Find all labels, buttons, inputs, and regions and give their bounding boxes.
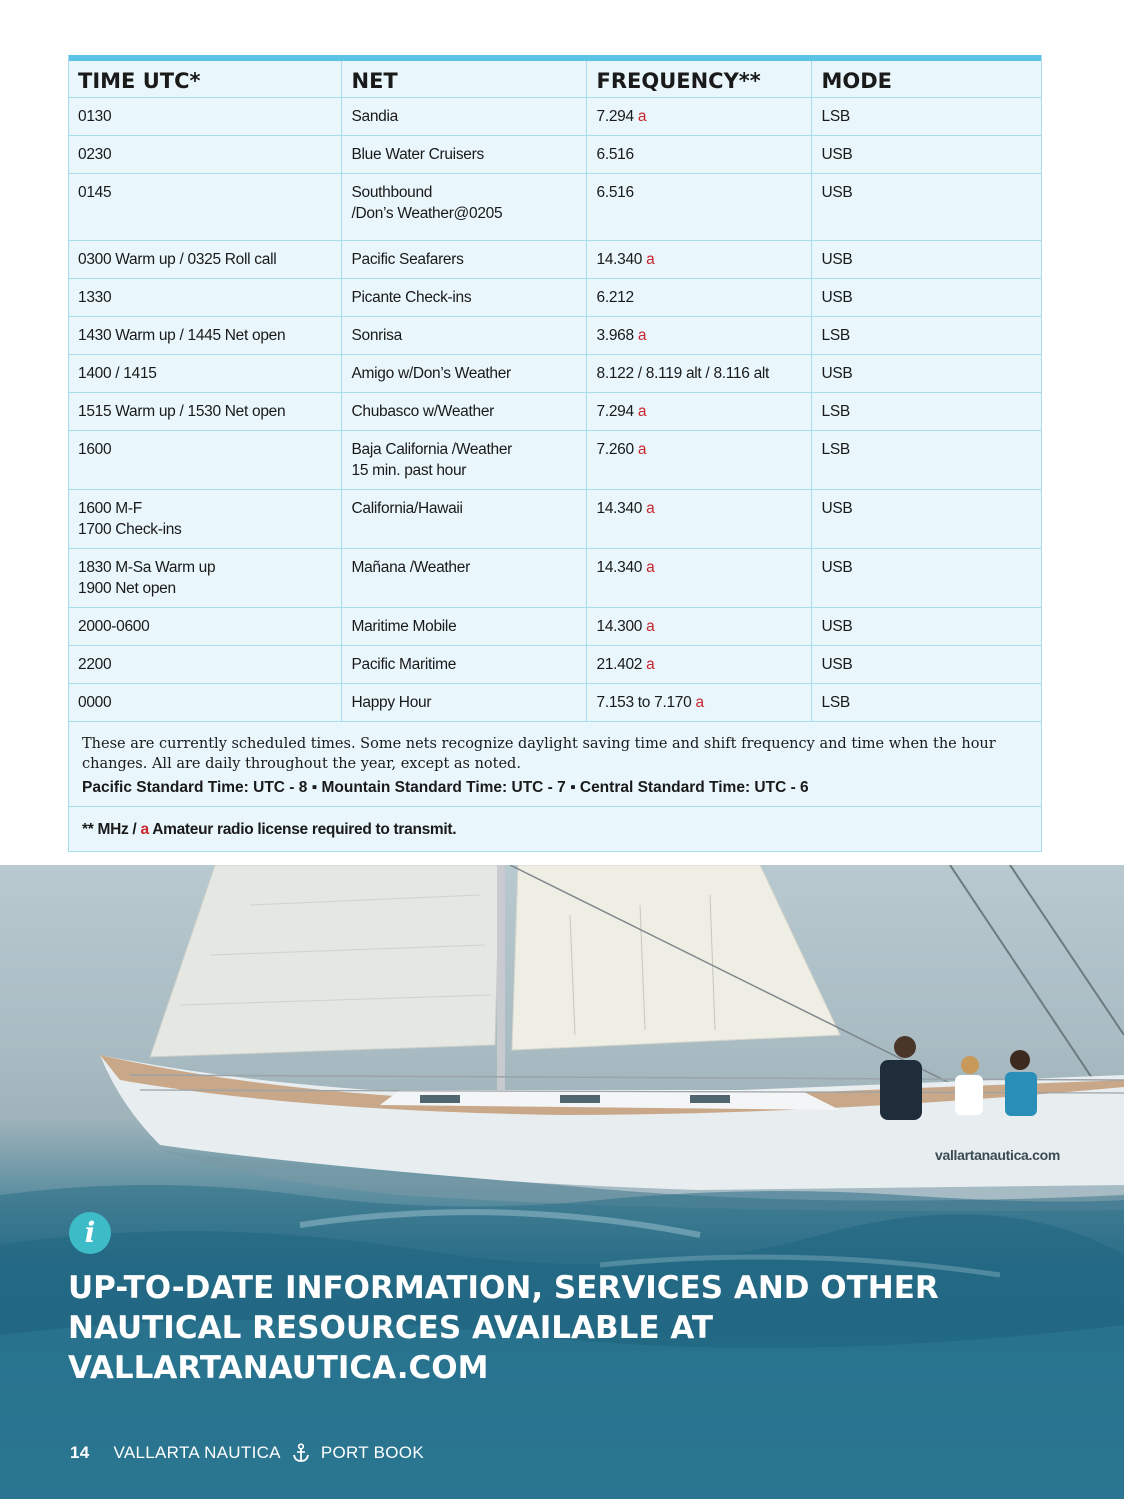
- header-time-utc: TIME UTC*: [68, 61, 341, 98]
- table-row: [68, 490, 1042, 549]
- time-line: 0230: [78, 146, 112, 163]
- cell-frequency: [586, 393, 811, 431]
- table-row: [68, 684, 1042, 722]
- legend-row: [68, 807, 1042, 853]
- net-line: Southbound: [351, 184, 433, 201]
- cell-time-utc: [68, 241, 341, 279]
- legend-prefix: ** MHz /: [82, 821, 141, 838]
- headline-line-3: VALLARTANAUTICA.COM: [68, 1350, 489, 1386]
- cell-mode: LSB: [811, 684, 1042, 722]
- cell-time-utc: [68, 174, 341, 241]
- cell-net: [341, 136, 586, 174]
- cell-time-utc: [68, 393, 341, 431]
- cell-frequency: [586, 549, 811, 608]
- cell-frequency: [586, 646, 811, 684]
- amateur-license-mark: a: [695, 694, 704, 711]
- table-row: [68, 317, 1042, 355]
- cell-mode: USB: [811, 174, 1042, 241]
- cell-mode: LSB: [811, 317, 1042, 355]
- net-line: Blue Water Cruisers: [351, 146, 484, 163]
- time-line: 1700 Check-ins: [78, 521, 182, 538]
- sailboat-photo: [0, 865, 1124, 1499]
- cell-time-utc: [68, 431, 341, 490]
- frequency-value: 6.516: [596, 146, 634, 163]
- headline-line-1: UP-TO-DATE INFORMATION, SERVICES AND OTHER: [68, 1270, 939, 1306]
- cell-time-utc: [68, 490, 341, 549]
- cell-mode: USB: [811, 646, 1042, 684]
- time-line: 0300 Warm up / 0325 Roll call: [78, 251, 277, 268]
- amateur-license-mark: a: [646, 559, 655, 576]
- cell-frequency: [586, 136, 811, 174]
- net-line: Pacific Maritime: [351, 656, 457, 673]
- cell-time-utc: [68, 279, 341, 317]
- headline-line-2: NAUTICAL RESOURCES AVAILABLE AT: [68, 1310, 714, 1346]
- amateur-license-mark: a: [637, 403, 647, 420]
- time-line: 1515 Warm up / 1530 Net open: [78, 403, 286, 420]
- time-line: 1600: [78, 441, 112, 458]
- cell-frequency: [586, 279, 811, 317]
- cell-frequency: [586, 174, 811, 241]
- cell-mode: USB: [811, 549, 1042, 608]
- cell-frequency: [586, 355, 811, 393]
- cell-mode: LSB: [811, 431, 1042, 490]
- cell-net: [341, 490, 586, 549]
- net-line: Pacific Seafarers: [351, 251, 464, 268]
- table-row: [68, 174, 1042, 241]
- amateur-license-mark: a: [646, 656, 655, 673]
- legend-amateur-mark: a: [140, 821, 149, 838]
- time-line: 0000: [78, 694, 112, 711]
- frequency-legend: [68, 807, 1042, 853]
- cell-net: [341, 241, 586, 279]
- cell-time-utc: [68, 608, 341, 646]
- time-line: 1330: [78, 289, 112, 306]
- table-row: [68, 646, 1042, 684]
- frequency-value: 7.153 to 7.170: [596, 694, 692, 711]
- header-net: NET: [341, 61, 586, 98]
- amateur-license-mark: a: [646, 618, 655, 635]
- cell-frequency: [586, 490, 811, 549]
- cell-net: [341, 684, 586, 722]
- cell-time-utc: [68, 98, 341, 136]
- amateur-license-mark: a: [637, 108, 647, 125]
- net-line: Happy Hour: [351, 694, 432, 711]
- cell-net: [341, 393, 586, 431]
- cell-time-utc: [68, 549, 341, 608]
- cell-frequency: [586, 684, 811, 722]
- time-line: 1830 M-Sa Warm up: [78, 559, 216, 576]
- frequency-value: 7.294: [596, 403, 634, 420]
- time-line: 0145: [78, 184, 112, 201]
- net-line: Mañana /Weather: [351, 559, 470, 576]
- table-row: [68, 549, 1042, 608]
- cell-mode: USB: [811, 608, 1042, 646]
- header-frequency: FREQUENCY**: [586, 61, 811, 98]
- frequency-value: 7.294: [596, 108, 634, 125]
- frequency-value: 21.402: [596, 656, 643, 673]
- cell-net: [341, 646, 586, 684]
- frequency-value: 14.300: [596, 618, 643, 635]
- time-zones-text: Pacific Standard Time: UTC - 8 ▪ Mountain Standard Time: UTC - 7 ▪ Central Standard Time: UTC - 6: [82, 779, 809, 796]
- time-line: 2000-0600: [78, 618, 150, 635]
- net-line: California/Hawaii: [351, 500, 463, 517]
- cell-frequency: [586, 317, 811, 355]
- table-row: [68, 98, 1042, 136]
- table-row: [68, 393, 1042, 431]
- cell-mode: USB: [811, 279, 1042, 317]
- cell-net: [341, 174, 586, 241]
- cell-net: [341, 431, 586, 490]
- publication-name: VALLARTA NAUTICA: [113, 1443, 281, 1462]
- time-line: 0130: [78, 108, 112, 125]
- cell-mode: LSB: [811, 98, 1042, 136]
- table-row: [68, 608, 1042, 646]
- section-name: PORT BOOK: [320, 1443, 424, 1462]
- net-line: Sandia: [351, 108, 398, 125]
- cell-mode: USB: [811, 136, 1042, 174]
- note-row: [68, 722, 1042, 807]
- page-footer: [70, 1443, 424, 1463]
- time-line: 1430 Warm up / 1445 Net open: [78, 327, 286, 344]
- amateur-license-mark: a: [646, 251, 655, 268]
- amateur-license-mark: a: [637, 441, 647, 458]
- net-line: Sonrisa: [351, 327, 402, 344]
- table-row: [68, 136, 1042, 174]
- cell-frequency: [586, 608, 811, 646]
- cell-mode: USB: [811, 355, 1042, 393]
- cell-time-utc: [68, 646, 341, 684]
- cell-frequency: [586, 431, 811, 490]
- table-row: [68, 355, 1042, 393]
- sailboat-illustration: [0, 865, 1124, 1499]
- frequency-value: 14.340: [596, 559, 643, 576]
- cell-mode: USB: [811, 490, 1042, 549]
- net-schedule-table: [68, 55, 1042, 852]
- cell-mode: USB: [811, 241, 1042, 279]
- cell-frequency: [586, 241, 811, 279]
- net-line: /Don’s Weather@0205: [351, 205, 503, 222]
- header-mode: MODE: [811, 61, 1042, 98]
- amateur-license-mark: a: [646, 500, 655, 517]
- frequency-value: 7.260: [596, 441, 634, 458]
- table-row: [68, 279, 1042, 317]
- headline: [68, 1268, 1028, 1388]
- net-line: Amigo w/Don’s Weather: [351, 365, 511, 382]
- note-text: These are currently scheduled times. Some nets recognize daylight saving time and shift frequency and time when the hour changes. All are daily throughout the year, except as noted.: [82, 736, 996, 772]
- net-line: 15 min. past hour: [351, 462, 467, 479]
- cell-net: [341, 608, 586, 646]
- info-icon: i: [69, 1212, 111, 1254]
- cell-mode: LSB: [811, 393, 1042, 431]
- net-line: Picante Check-ins: [351, 289, 472, 306]
- cell-net: [341, 549, 586, 608]
- time-line: 1400 / 1415: [78, 365, 157, 382]
- legend-suffix: Amateur radio license required to transmit.: [148, 821, 457, 838]
- amateur-license-mark: a: [637, 327, 647, 344]
- cell-net: [341, 98, 586, 136]
- frequency-value: 3.968: [596, 327, 634, 344]
- cell-net: [341, 279, 586, 317]
- frequency-value: 14.340: [596, 251, 643, 268]
- time-line: 1900 Net open: [78, 580, 176, 597]
- frequency-value: 6.516: [596, 184, 634, 201]
- net-line: Baja California /Weather: [351, 441, 513, 458]
- cell-time-utc: [68, 136, 341, 174]
- frequency-value: 8.122 / 8.119 alt / 8.116 alt: [596, 365, 770, 382]
- table-row: [68, 241, 1042, 279]
- photo-watermark: vallartanautica.com: [935, 1147, 1061, 1163]
- net-line: Maritime Mobile: [351, 618, 457, 635]
- cell-time-utc: [68, 355, 341, 393]
- table-row: [68, 431, 1042, 490]
- table-header-row: [68, 61, 1042, 98]
- frequency-value: 14.340: [596, 500, 643, 517]
- schedule-note: [68, 722, 1042, 807]
- anchor-icon: [291, 1443, 311, 1463]
- page-number: 14: [70, 1443, 90, 1462]
- frequency-value: 6.212: [596, 289, 634, 306]
- cell-net: [341, 355, 586, 393]
- time-line: 1600 M-F: [78, 500, 142, 517]
- cell-time-utc: [68, 317, 341, 355]
- cell-frequency: [586, 98, 811, 136]
- cell-time-utc: [68, 684, 341, 722]
- cell-net: [341, 317, 586, 355]
- time-line: 2200: [78, 656, 112, 673]
- net-line: Chubasco w/Weather: [351, 403, 495, 420]
